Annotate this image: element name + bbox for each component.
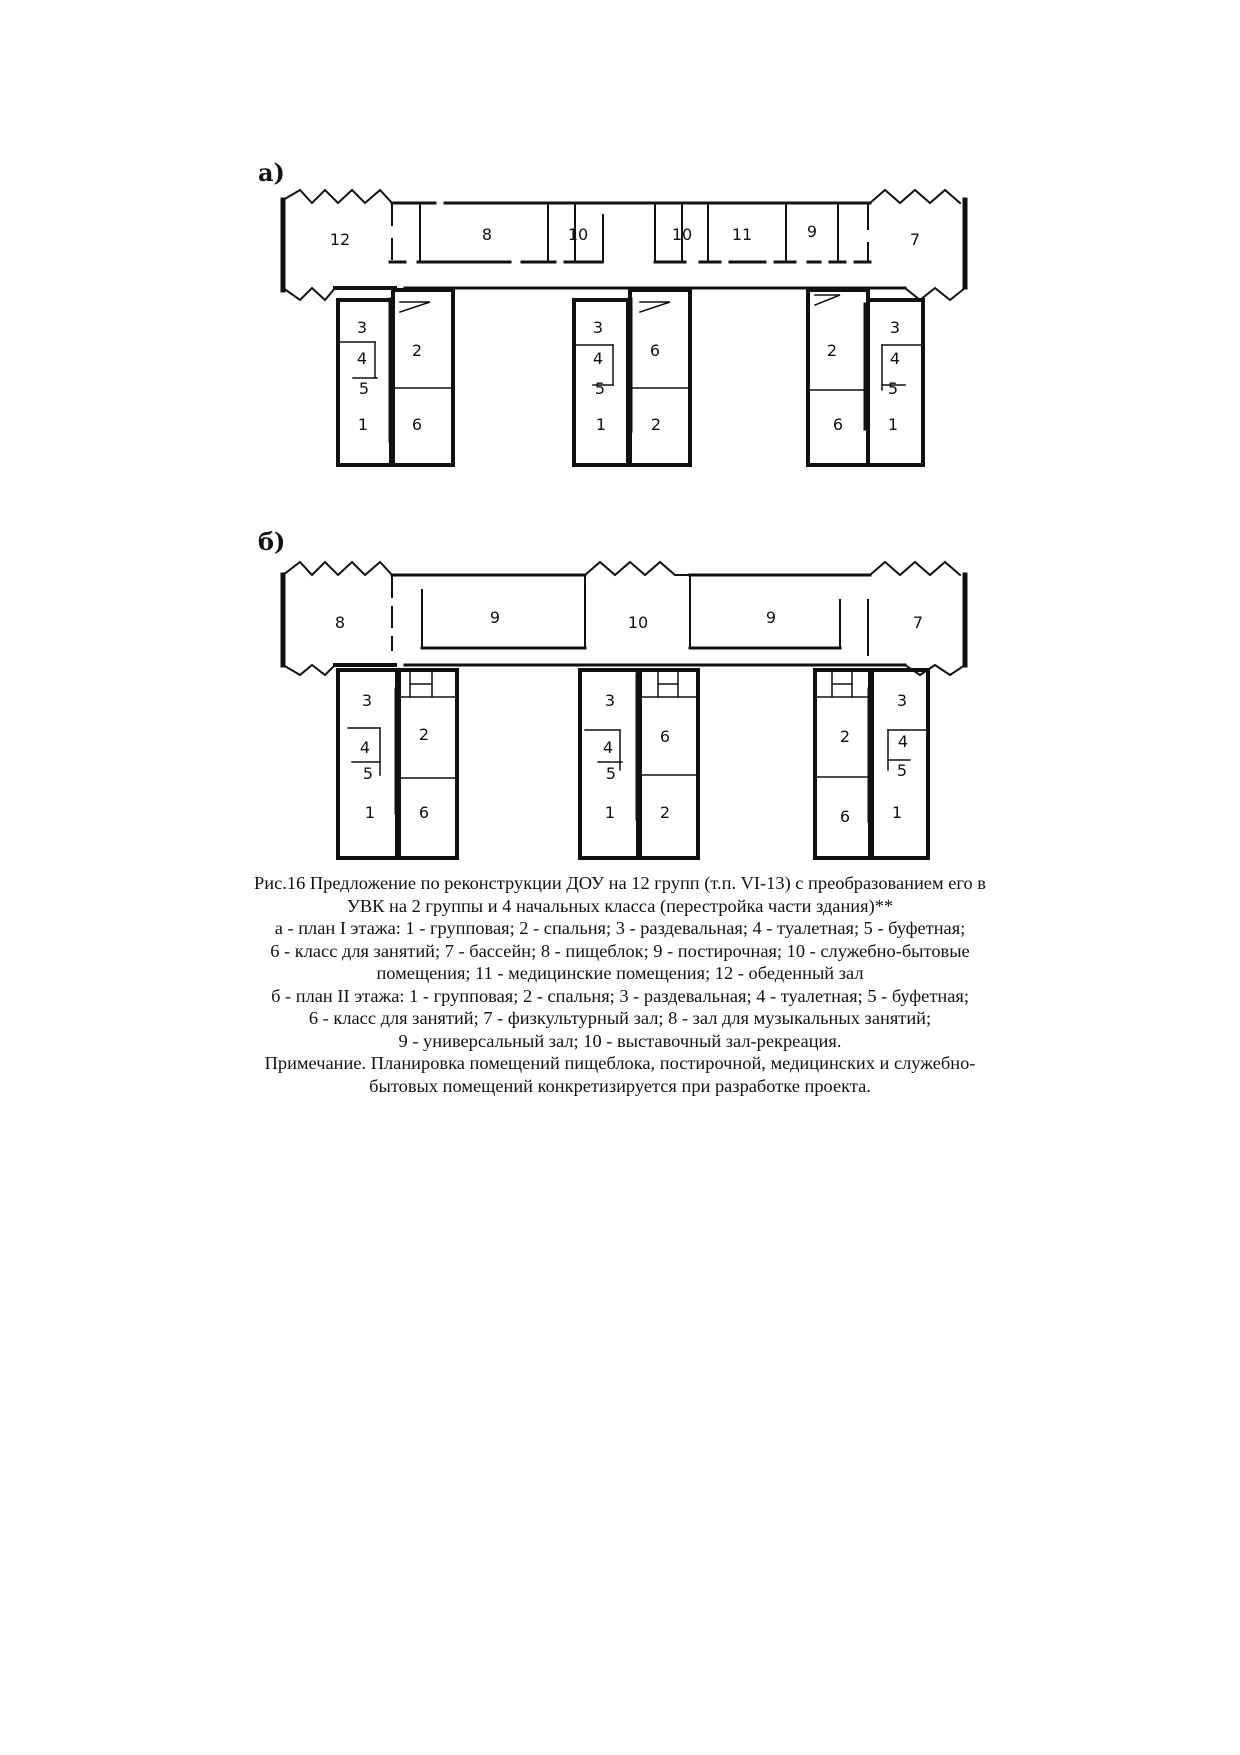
caption-legend-b-line-2: 6 - класс для занятий; 7 - физкультурный зал; 8 - зал для музыкальных занятий; (308, 1008, 932, 1028)
svg-text:4: 4 (889, 349, 901, 368)
svg-text:3: 3 (896, 691, 908, 710)
figure-caption (190, 872, 1050, 1097)
svg-text:5: 5 (594, 379, 606, 398)
caption-note-line-2: бытовых помещений конкретизируется при разработке проекта. (369, 1075, 871, 1096)
svg-text:6: 6 (411, 415, 423, 434)
svg-text:6: 6 (839, 807, 851, 826)
svg-text:9: 9 (806, 222, 818, 241)
plan-b-label: б) (258, 527, 286, 556)
svg-text:7: 7 (909, 230, 921, 249)
svg-text:1: 1 (887, 415, 899, 434)
svg-text:3: 3 (361, 691, 373, 710)
svg-text:6: 6 (418, 803, 430, 822)
svg-text:2: 2 (659, 803, 671, 822)
svg-text:2: 2 (418, 725, 430, 744)
svg-text:10: 10 (567, 225, 589, 244)
caption-legend-a-line-3: помещения; 11 - медицинские помещения; 12 - обеденный зал (376, 963, 864, 983)
svg-text:5: 5 (362, 764, 374, 783)
caption-legend-b-line-1: б - план II этажа: 1 - групповая; 2 - спальня; 3 - раздевальная; 4 - туалетная; 5 - буфетная; (271, 985, 969, 1006)
svg-text:2: 2 (650, 415, 662, 434)
svg-text:6: 6 (659, 727, 671, 746)
caption-note-line-1: Примечание. Планировка помещений пищеблока, постирочной, медицинских и служебно- (264, 1053, 976, 1073)
svg-text:6: 6 (649, 341, 661, 360)
svg-text:9: 9 (765, 608, 777, 627)
plan-b-room-numbers (335, 608, 923, 826)
svg-text:8: 8 (334, 613, 346, 632)
svg-text:4: 4 (602, 738, 614, 757)
svg-text:1: 1 (604, 803, 616, 822)
svg-text:4: 4 (356, 349, 368, 368)
svg-text:4: 4 (897, 732, 909, 751)
caption-title-line-1: Рис.16 Предложение по реконструкции ДОУ на 12 групп (т.п. VI-13) с преобразованием его в (254, 873, 986, 893)
svg-text:3: 3 (889, 318, 901, 337)
svg-text:10: 10 (627, 613, 649, 632)
svg-text:1: 1 (364, 803, 376, 822)
svg-text:3: 3 (604, 691, 616, 710)
caption-legend-a-line-1: а - план I этажа: 1 - групповая; 2 - спальня; 3 - раздевальная; 4 - туалетная; 5 - буфетная; (274, 918, 966, 938)
svg-text:5: 5 (358, 379, 370, 398)
svg-text:1: 1 (357, 415, 369, 434)
caption-legend-a-line-2: 6 - класс для занятий; 7 - бассейн; 8 - пищеблок; 9 - постирочная; 10 - служебно-бытовые (270, 940, 970, 961)
caption-legend-b-line-3: 9 - универсальный зал; 10 - выставочный зал-рекреация. (398, 1030, 842, 1051)
svg-text:2: 2 (826, 341, 838, 360)
svg-text:2: 2 (411, 341, 423, 360)
plan-a-label: а) (258, 158, 285, 187)
svg-text:1: 1 (891, 803, 903, 822)
svg-text:3: 3 (592, 318, 604, 337)
svg-text:5: 5 (896, 761, 908, 780)
svg-text:2: 2 (839, 727, 851, 746)
svg-text:9: 9 (489, 608, 501, 627)
svg-text:8: 8 (481, 225, 493, 244)
svg-text:4: 4 (359, 738, 371, 757)
svg-text:6: 6 (832, 415, 844, 434)
svg-text:11: 11 (731, 225, 753, 244)
svg-text:5: 5 (605, 764, 617, 783)
caption-title-line-2: УВК на 2 группы и 4 начальных класса (перестройка части здания)** (346, 895, 894, 916)
svg-text:5: 5 (887, 379, 899, 398)
svg-text:1: 1 (595, 415, 607, 434)
svg-text:7: 7 (912, 613, 924, 632)
svg-text:12: 12 (329, 230, 351, 249)
svg-text:3: 3 (356, 318, 368, 337)
svg-text:4: 4 (592, 349, 604, 368)
svg-text:10: 10 (671, 225, 693, 244)
